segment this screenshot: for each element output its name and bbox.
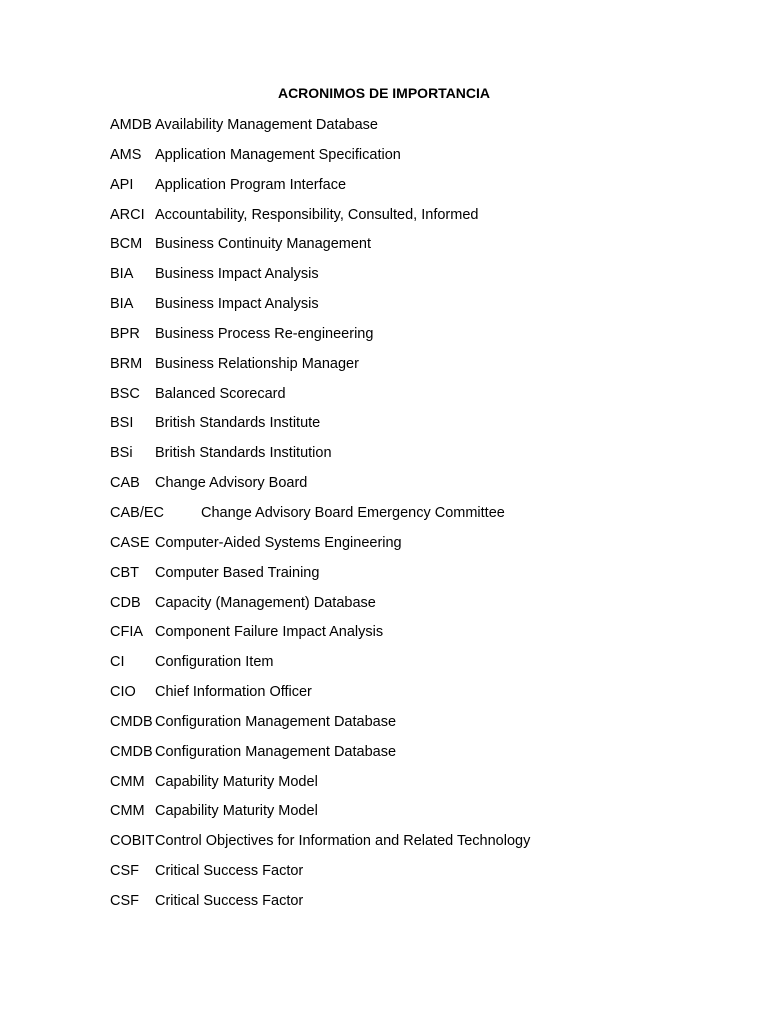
acronym-abbreviation: CMDB (110, 713, 153, 730)
acronym-description: Business Impact Analysis (155, 266, 319, 283)
acronym-row (110, 295, 730, 325)
acronym-row (110, 265, 730, 295)
acronym-row (110, 176, 730, 206)
acronym-abbreviation: CI (110, 654, 125, 671)
acronym-row (110, 713, 730, 743)
acronym-row (110, 504, 730, 534)
acronym-description: Capacity (Management) Database (155, 594, 376, 611)
acronym-abbreviation: BIA (110, 266, 134, 283)
acronym-abbreviation: AMDB (110, 117, 152, 133)
acronym-description: Business Process Re-engineering (155, 325, 374, 342)
acronym-abbreviation: BCM (110, 236, 143, 253)
acronym-description: British Standards Institution (155, 445, 332, 462)
acronym-description: Business Relationship Manager (155, 355, 359, 372)
acronym-row (110, 594, 730, 624)
acronym-row (110, 743, 730, 773)
acronym-abbreviation: CIO (110, 684, 136, 701)
acronym-abbreviation: CMM (110, 803, 145, 820)
acronym-abbreviation: ARCI (110, 206, 145, 223)
acronym-abbreviation: COBIT (110, 833, 155, 850)
acronym-row (110, 146, 730, 176)
acronym-row (110, 653, 730, 683)
acronym-row (110, 802, 730, 832)
acronym-abbreviation: CMDB (110, 743, 153, 760)
acronym-row (110, 534, 730, 564)
acronym-description: Critical Success Factor (155, 892, 304, 909)
acronym-row (110, 683, 730, 713)
acronym-row (110, 414, 730, 444)
acronym-row (110, 325, 730, 355)
acronym-row (110, 623, 730, 653)
acronym-row (110, 206, 730, 236)
acronym-abbreviation: CASE (110, 534, 150, 551)
acronym-description: British Standards Institute (155, 415, 321, 432)
acronym-row (110, 474, 730, 504)
acronym-abbreviation: CDB (110, 594, 141, 611)
acronym-description: Chief Information Officer (155, 684, 312, 701)
acronym-row (110, 892, 730, 922)
acronym-description: Application Management Specification (155, 146, 401, 163)
acronym-description: Control Objectives for Information and Related Technology (155, 833, 531, 850)
acronym-description: Computer Based Training (155, 564, 320, 581)
acronym-abbreviation: BSi (110, 445, 133, 462)
acronym-abbreviation: CSF (110, 863, 139, 880)
acronym-abbreviation: CMM (110, 773, 145, 790)
acronym-description: Configuration Management Database (155, 713, 397, 730)
acronym-description: Critical Success Factor (155, 863, 304, 880)
acronym-abbreviation: CFIA (110, 624, 144, 641)
acronym-abbreviation: BIA (110, 296, 134, 313)
acronym-description: Business Continuity Management (155, 236, 372, 253)
acronym-abbreviation: BSI (110, 415, 134, 432)
acronym-description: Balanced Scorecard (155, 385, 286, 402)
acronym-list (110, 116, 730, 922)
acronym-description: Capability Maturity Model (155, 773, 318, 790)
acronym-row (110, 235, 730, 265)
acronym-abbreviation: BSC (110, 385, 140, 402)
acronym-row (110, 385, 730, 415)
acronym-abbreviation: BRM (110, 355, 143, 372)
acronym-row (110, 862, 730, 892)
document-title: ACRONIMOS DE IMPORTANCIA (277, 85, 491, 101)
acronym-abbreviation: AMS (110, 146, 142, 163)
acronym-description: Application Program Interface (155, 176, 347, 193)
acronym-abbreviation: CBT (110, 564, 139, 581)
acronym-row (110, 444, 730, 474)
acronym-description: Accountability, Responsibility, Consulted, Informed (155, 206, 479, 223)
acronym-description: Capability Maturity Model (155, 803, 318, 820)
acronym-description: Availability Management Database (155, 117, 379, 133)
acronym-row (110, 564, 730, 594)
acronym-description: Change Advisory Board Emergency Committee (201, 504, 505, 521)
acronym-row (110, 355, 730, 385)
acronym-abbreviation: BPR (110, 325, 140, 342)
acronym-row (110, 116, 730, 146)
acronym-description: Change Advisory Board (155, 475, 308, 492)
acronym-abbreviation: CSF (110, 892, 139, 909)
acronym-description: Computer-Aided Systems Engineering (155, 534, 402, 551)
acronym-description: Configuration Item (155, 654, 274, 671)
acronym-abbreviation: API (110, 176, 134, 193)
acronym-description: Configuration Management Database (155, 743, 397, 760)
acronym-description: Business Impact Analysis (155, 296, 319, 313)
acronym-row (110, 773, 730, 803)
acronym-abbreviation: CAB (110, 475, 140, 492)
acronym-abbreviation: CAB/EC (110, 504, 164, 521)
acronym-row (110, 832, 730, 862)
acronym-description: Component Failure Impact Analysis (155, 624, 384, 641)
